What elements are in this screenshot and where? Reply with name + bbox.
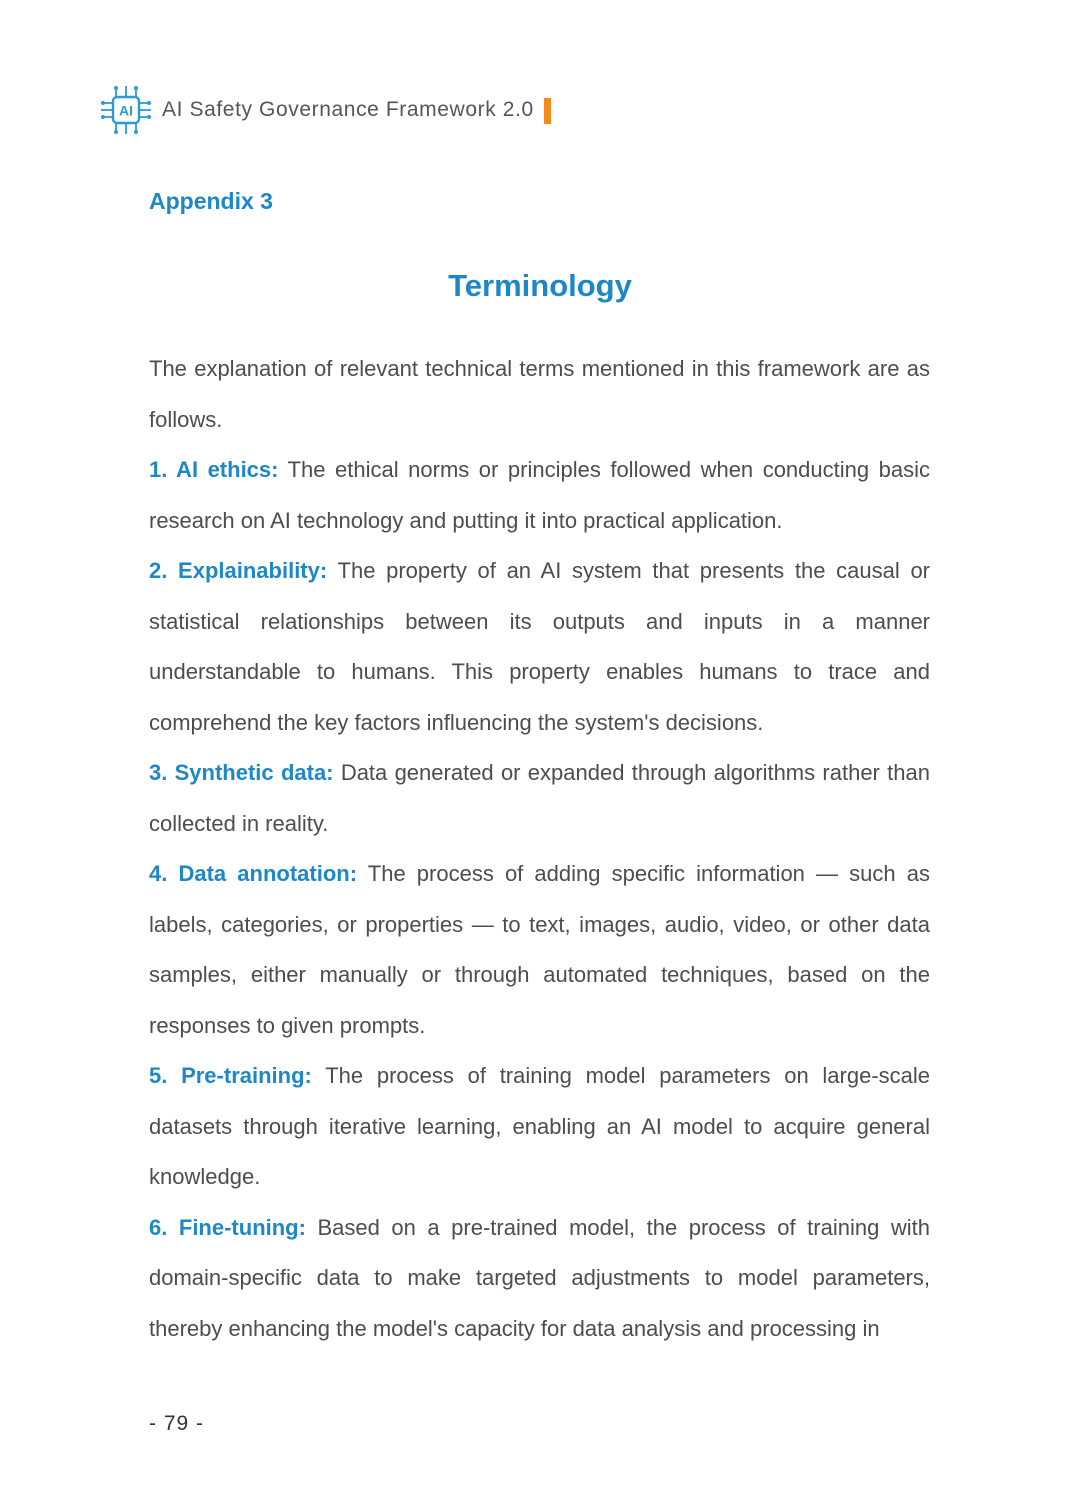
term-definition: Based on a pre-trained model, the process of training with domain-specific data to make targeted adjustments to model parameters, thereby enhancing the model's capacity for data analysis and processing in <box>149 1214 930 1341</box>
header-title: AI Safety Governance Framework 2.0 <box>162 98 534 121</box>
appendix-label: Appendix 3 <box>149 188 273 214</box>
term-label: 3. Synthetic data: <box>149 760 334 785</box>
term-definition: The process of training model parameters on large-scale datasets through iterative learning, enabling an AI model to acquire general knowledge. <box>149 1063 931 1189</box>
term-label: 5. Pre-training: <box>149 1063 312 1088</box>
term-item <box>149 1203 930 1355</box>
term-label: 1. AI ethics: <box>149 457 279 482</box>
term-item <box>149 445 930 546</box>
term-item <box>149 1051 930 1203</box>
page-header <box>100 82 551 138</box>
term-definition: The property of an AI system that presents the causal or statistical relationships between its outputs and inputs in a manner understandable to humans. This property enables humans to trace and comprehend the key factors influencing the system's decisions. <box>149 558 931 735</box>
term-definition: The process of adding specific information — such as labels, categories, or properties — to text, images, audio, video, or other data samples, either manually or through automated techniques, based on the responses to given prompts. <box>149 861 930 1038</box>
term-item <box>149 546 930 748</box>
term-label: 2. Explainability: <box>149 558 328 583</box>
term-item <box>149 849 930 1051</box>
logo-text: AI <box>119 102 133 119</box>
term-definition: The ethical norms or principles followed when conducting basic research on AI technology and putting it into practical application. <box>149 457 930 533</box>
term-label: 6. Fine-tuning: <box>149 1214 306 1240</box>
ai-chip-icon <box>100 84 152 136</box>
term-label: 4. Data annotation: <box>149 861 358 886</box>
term-item <box>149 748 930 849</box>
page-number: - 79 - <box>149 1412 205 1435</box>
page-title: Terminology <box>448 268 632 303</box>
header-accent-bar <box>544 98 551 124</box>
intro-paragraph: The explanation of relevant technical terms mentioned in this framework are as follows. <box>149 356 930 432</box>
terminology-content <box>149 344 930 1354</box>
term-definition: Data generated or expanded through algorithms rather than collected in reality. <box>149 760 930 836</box>
